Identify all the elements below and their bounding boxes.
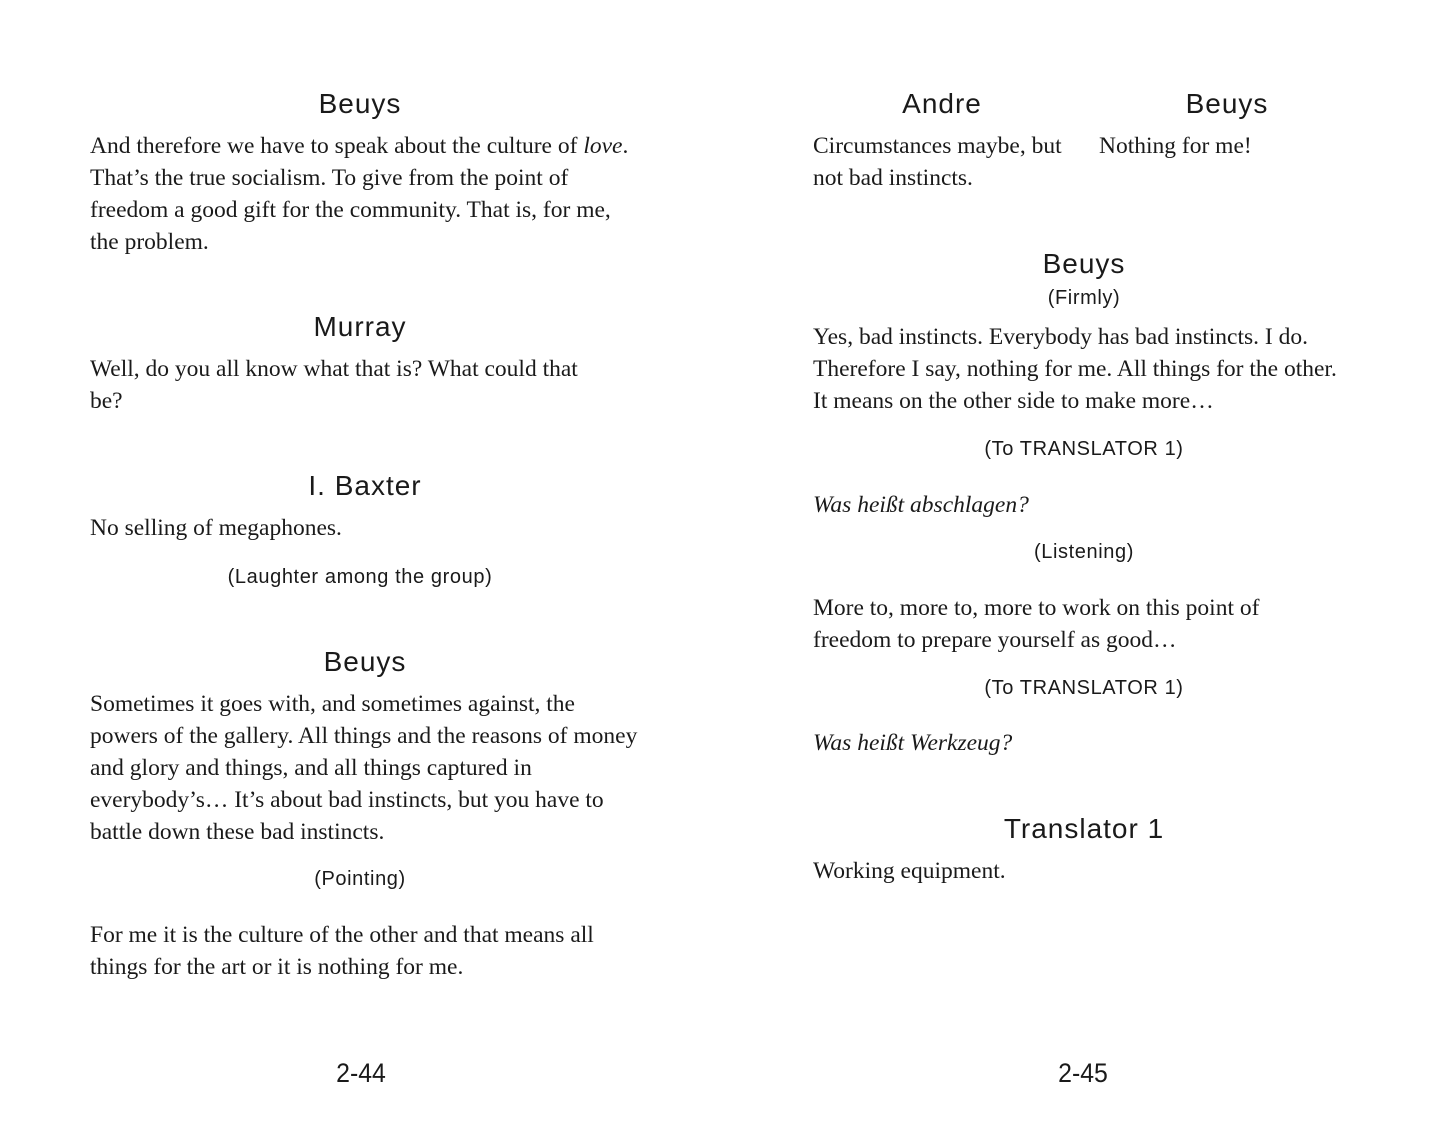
dialogue-text: More to, more to, more to work on this point of freedom to prepare yourself as good…	[813, 595, 1260, 653]
speaker-name: Murray	[313, 311, 407, 342]
dialogue-text: Well, do you all know what that is? What could that be?	[90, 356, 578, 414]
speaker-name: Beuys	[318, 88, 402, 119]
dialogue-text: Sometimes it goes with, and sometimes against, the powers of the gallery. All things and the reasons of money and glory and things, and all things captured in everybody’s… It’s about bad instincts, but you have to battle down these bad instincts.	[90, 691, 638, 845]
stage-direction: (Pointing)	[314, 868, 406, 890]
dialogue-text-pre: And therefore we have to speak about the culture of	[90, 133, 584, 159]
stage-direction: (To TRANSLATOR 1)	[984, 438, 1184, 460]
page-number: 2-44	[336, 1058, 386, 1088]
stage-direction: (Firmly)	[1047, 287, 1121, 309]
emphasis-text: love	[583, 133, 623, 159]
speaker-name: I. Baxter	[308, 470, 422, 501]
stage-direction: (Laughter among the group)	[227, 566, 493, 588]
dialogue-text	[90, 130, 630, 258]
german-text: Was heißt abschlagen?	[813, 492, 1029, 518]
dialogue-text: No selling of megaphones.	[90, 515, 342, 541]
speaker-name: Beuys	[1042, 248, 1126, 279]
speaker-name: Translator 1	[1003, 813, 1165, 844]
stage-direction: (Listening)	[1034, 541, 1134, 563]
left-page	[0, 0, 722, 1144]
speaker-name: Beuys	[1185, 88, 1269, 119]
german-text: Was heißt Werkzeug?	[813, 730, 1013, 756]
dialogue-text: Working equipment.	[813, 858, 1006, 884]
dialogue-text: Nothing for me!	[1099, 133, 1252, 159]
right-page	[722, 0, 1445, 1144]
page-number: 2-45	[1058, 1058, 1108, 1088]
dialogue-text: Yes, bad instincts. Everybody has bad instincts. I do. Therefore I say, nothing for me. All things for the other. It means on the other side to make more…	[813, 324, 1337, 414]
dialogue-text: For me it is the culture of the other and that means all things for the art or it is nothing for me.	[90, 922, 594, 980]
dialogue-text: Circumstances maybe, but not bad instincts.	[813, 133, 1062, 191]
speaker-name: Beuys	[323, 646, 407, 677]
speaker-name: Andre	[902, 88, 982, 119]
dialogue-text-post: . That’s the true socialism. To give from the point of freedom a good gift for the community. That is, for me, the problem.	[90, 133, 629, 255]
stage-direction: (To TRANSLATOR 1)	[984, 677, 1184, 699]
